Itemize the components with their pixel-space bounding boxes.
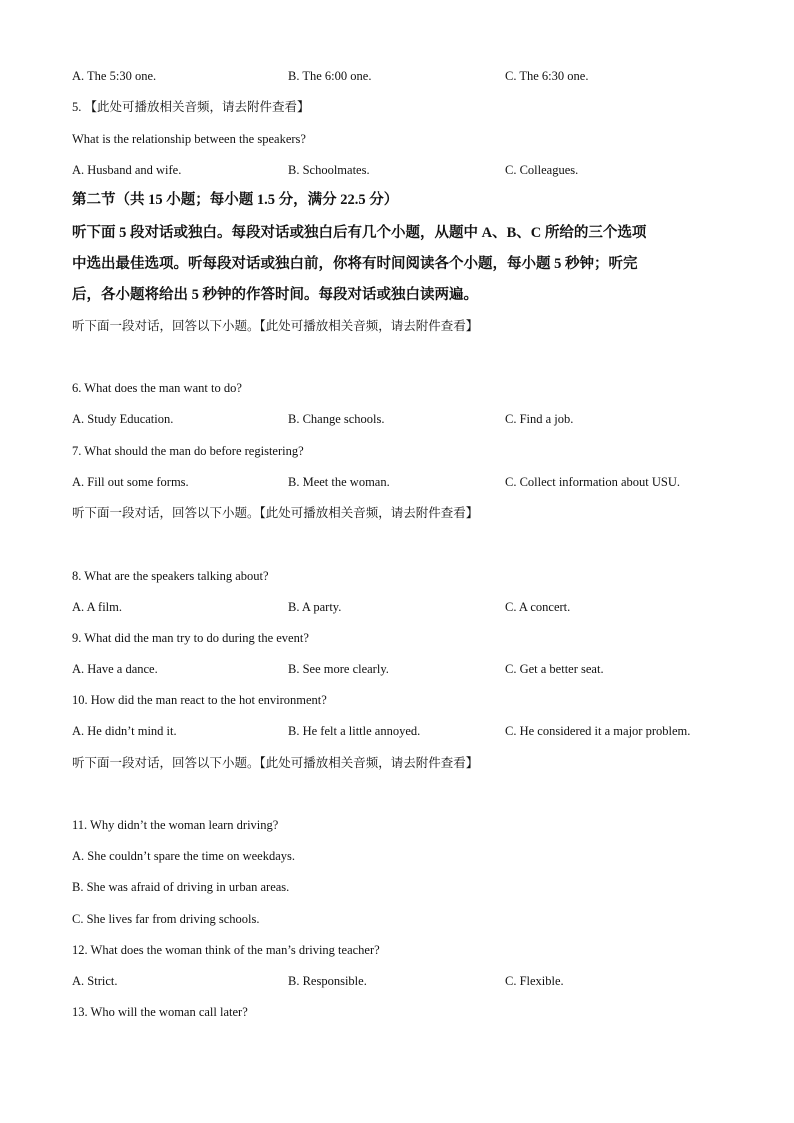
dialog-intro-2[interactable]: 听下面一段对话，回答以下小题。【此处可播放相关音频，请去附件查看】 <box>72 506 479 520</box>
q10-option-a: A. He didn’t mind it. <box>72 724 177 738</box>
q9-option-a: A. Have a dance. <box>72 662 158 676</box>
q5-question: What is the relationship between the speakers? <box>72 132 306 146</box>
section2-instruction-line-3: 后，各小题将给出 5 秒钟的作答时间。每段对话或独白读两遍。 <box>72 287 478 303</box>
q8-option-b: B. A party. <box>288 600 342 614</box>
dialog-intro-3[interactable]: 听下面一段对话，回答以下小题。【此处可播放相关音频，请去附件查看】 <box>72 756 479 770</box>
q5-header <box>72 99 310 115</box>
q11-question: 11. Why didn’t the woman learn driving? <box>72 818 279 832</box>
section2-heading: 第二节（共 15 小题；每小题 1.5 分，满分 22.5 分） <box>72 192 399 208</box>
q10-question: 10. How did the man react to the hot environment? <box>72 693 327 707</box>
q7-options <box>72 474 772 490</box>
q10-option-c: C. He considered it a major problem. <box>505 724 691 738</box>
q9-option-b: B. See more clearly. <box>288 662 389 676</box>
q9-question: 9. What did the man try to do during the event? <box>72 631 309 645</box>
q4-option-a: A. The 5:30 one. <box>72 69 157 83</box>
q8-options <box>72 599 772 615</box>
dialog-intro-1[interactable]: 听下面一段对话，回答以下小题。【此处可播放相关音频，请去附件查看】 <box>72 319 479 333</box>
q9-option-c: C. Get a better seat. <box>505 662 604 676</box>
q4-option-c: C. The 6:30 one. <box>505 69 589 83</box>
q6-options <box>72 411 772 427</box>
q12-option-b: B. Responsible. <box>288 974 367 988</box>
q12-option-a: A. Strict. <box>72 974 118 988</box>
q6-option-b: B. Change schools. <box>288 412 385 426</box>
q4-option-b: B. The 6:00 one. <box>288 69 372 83</box>
q8-option-c: C. A concert. <box>505 600 571 614</box>
q12-option-c: C. Flexible. <box>505 974 564 988</box>
section2-instruction-line-1: 听下面 5 段对话或独白。每段对话或独白后有几个小题，从题中 A、B、C 所给的三个选项 <box>72 225 647 241</box>
q8-option-a: A. A film. <box>72 600 123 614</box>
q11-option-c: C. She lives far from driving schools. <box>72 912 260 926</box>
q6-option-a: A. Study Education. <box>72 412 174 426</box>
q5-options <box>72 162 772 178</box>
section2-instruction-line-2: 中选出最佳选项。听每段对话或独白前，你将有时间阅读各个小题，每小题 5 秒钟；听完 <box>72 256 638 272</box>
q7-question: 7. What should the man do before registering? <box>72 444 304 458</box>
q9-options <box>72 661 772 677</box>
q4-options <box>72 68 772 84</box>
q7-option-a: A. Fill out some forms. <box>72 475 189 489</box>
q5-option-c: C. Colleagues. <box>505 163 579 177</box>
q11-option-a: A. She couldn’t spare the time on weekdays. <box>72 849 295 863</box>
q10-options <box>72 723 772 739</box>
q10-option-b: B. He felt a little annoyed. <box>288 724 421 738</box>
q11-option-b: B. She was afraid of driving in urban areas. <box>72 880 290 894</box>
q12-options <box>72 973 772 989</box>
q7-option-c: C. Collect information about USU. <box>505 475 680 489</box>
q5-option-b: B. Schoolmates. <box>288 163 370 177</box>
q7-option-b: B. Meet the woman. <box>288 475 390 489</box>
q5-audio-note[interactable]: 【此处可播放相关音频，请去附件查看】 <box>84 100 310 114</box>
q13-question: 13. Who will the woman call later? <box>72 1005 248 1019</box>
q6-option-c: C. Find a job. <box>505 412 574 426</box>
q5-option-a: A. Husband and wife. <box>72 163 182 177</box>
q5-number: 5. <box>72 100 85 114</box>
q8-question: 8. What are the speakers talking about? <box>72 569 269 583</box>
q6-question: 6. What does the man want to do? <box>72 381 242 395</box>
q12-question: 12. What does the woman think of the man’s driving teacher? <box>72 943 380 957</box>
